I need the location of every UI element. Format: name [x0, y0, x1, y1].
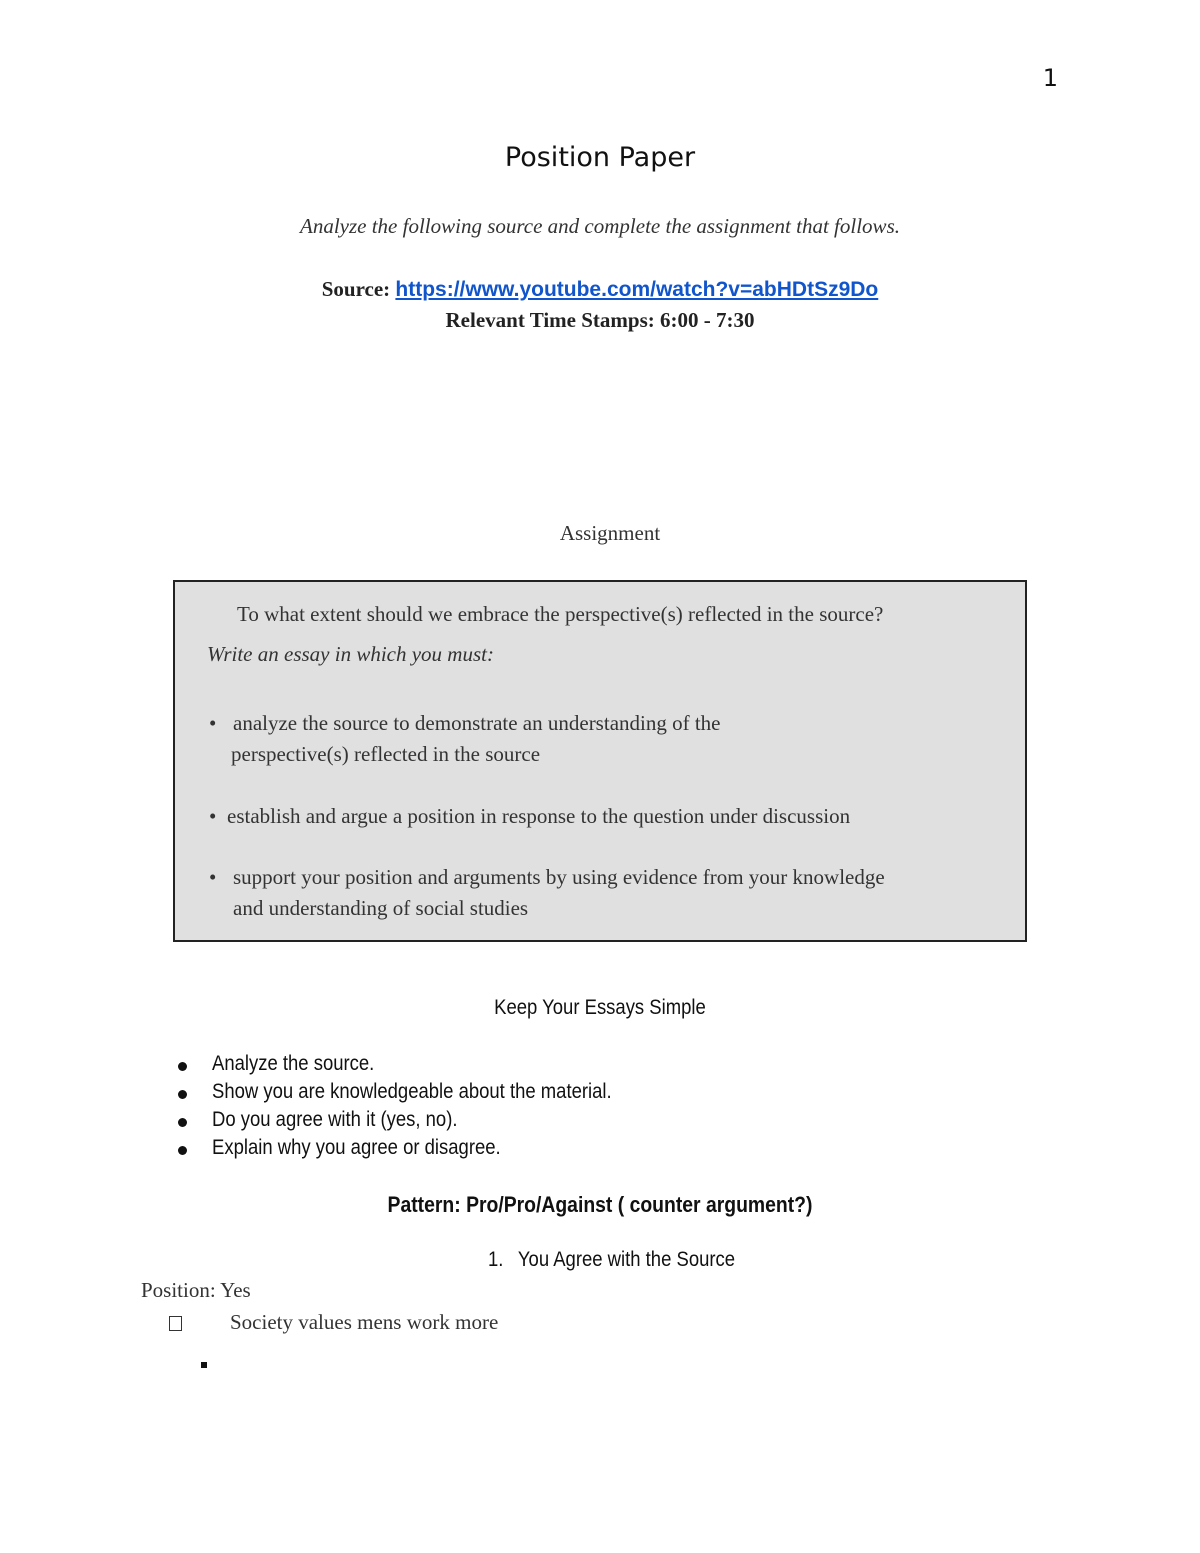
tips-heading: Keep Your Essays Simple [494, 996, 706, 1019]
checkbox-icon [169, 1316, 182, 1331]
source-link[interactable]: https://www.youtube.com/watch?v=abHDtSz9Do [395, 278, 879, 301]
page-title: Position Paper [504, 142, 696, 173]
section-heading [488, 1248, 735, 1272]
time-stamps: Relevant Time Stamps: 6:00 - 7:30 [445, 308, 755, 332]
page-number: 1 [1042, 64, 1058, 92]
bullet-icon [178, 1118, 187, 1127]
bullet-icon: • [209, 711, 217, 735]
assignment-box: To what extent should we embrace the perspective(s) reflected in the source? Write an essay in which you must: • analyze the source to demonstrate an understanding of the perspective(s) reflected in the source • establish and argue a position in response to the question under discussion • support your position and arguments by using evidence from your knowledge and understanding of social studies [173, 580, 1027, 942]
assignment-intro: Write an essay in which you must: [207, 642, 494, 666]
assignment-heading: Assignment [559, 521, 661, 545]
bullet-icon: • [209, 804, 217, 828]
reason-text: Society values mens work more [230, 1310, 499, 1334]
bullet-icon [178, 1090, 187, 1099]
bullet-icon [178, 1062, 187, 1071]
position-label: Position: Yes [141, 1278, 251, 1302]
bullet-icon: • [209, 865, 217, 889]
bullet-icon [178, 1146, 187, 1155]
assignment-question: To what extent should we embrace the perspective(s) reflected in the source? [237, 602, 884, 626]
source-label: Source: [321, 277, 391, 301]
instruction-text: Analyze the following source and complete the assignment that follows. [300, 214, 900, 238]
section-title: You Agree with the Source [517, 1248, 736, 1271]
section-number: 1. [488, 1248, 504, 1271]
source-line [0, 277, 1200, 302]
square-bullet-icon [201, 1362, 207, 1368]
pattern-heading: Pattern: Pro/Pro/Against ( counter argument?) [387, 1192, 813, 1217]
